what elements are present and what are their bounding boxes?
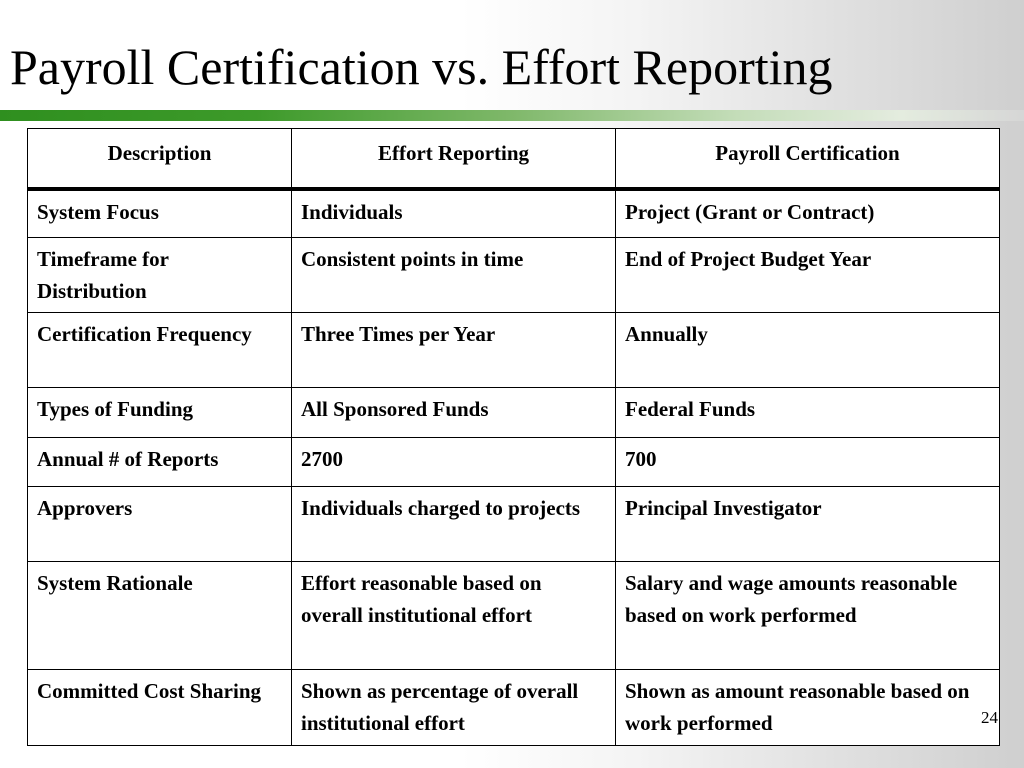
payroll-certification-cell: Federal Funds <box>616 388 1000 438</box>
row-label: Approvers <box>28 487 292 562</box>
row-label: Annual # of Reports <box>28 438 292 487</box>
effort-reporting-cell: Individuals <box>292 189 616 238</box>
table-row <box>28 313 1000 388</box>
page-number: 24 <box>981 708 998 727</box>
slide-title: Payroll Certification vs. Effort Reporting <box>10 39 833 95</box>
row-label: Types of Funding <box>28 388 292 438</box>
effort-reporting-cell: Individuals charged to projects <box>292 487 616 562</box>
title-underline-bar <box>0 110 1024 121</box>
table-row <box>28 670 1000 746</box>
row-label: Committed Cost Sharing <box>28 670 292 746</box>
effort-reporting-cell: 2700 <box>292 438 616 487</box>
row-label: Timeframe for Distribution <box>28 238 292 313</box>
comparison-table-container <box>27 128 999 745</box>
payroll-certification-cell: Shown as amount reasonable based on work performed <box>616 670 1000 746</box>
payroll-certification-cell: End of Project Budget Year <box>616 238 1000 313</box>
table-row <box>28 238 1000 313</box>
effort-reporting-cell: Consistent points in time <box>292 238 616 313</box>
row-label: Certification Frequency <box>28 313 292 388</box>
table-row <box>28 487 1000 562</box>
table-header-row <box>28 129 1000 189</box>
header-payroll-certification: Payroll Certification <box>616 129 1000 189</box>
effort-reporting-cell: All Sponsored Funds <box>292 388 616 438</box>
table-row <box>28 562 1000 670</box>
row-label: System Focus <box>28 189 292 238</box>
payroll-certification-cell: Annually <box>616 313 1000 388</box>
header-description: Description <box>28 129 292 189</box>
effort-reporting-cell: Three Times per Year <box>292 313 616 388</box>
payroll-certification-cell: Project (Grant or Contract) <box>616 189 1000 238</box>
comparison-table <box>27 128 1000 746</box>
table-row <box>28 189 1000 238</box>
table-row <box>28 438 1000 487</box>
effort-reporting-cell: Effort reasonable based on overall institutional effort <box>292 562 616 670</box>
payroll-certification-cell: 700 <box>616 438 1000 487</box>
payroll-certification-cell: Salary and wage amounts reasonable based on work performed <box>616 562 1000 670</box>
table-row <box>28 388 1000 438</box>
row-label: System Rationale <box>28 562 292 670</box>
effort-reporting-cell: Shown as percentage of overall institutional effort <box>292 670 616 746</box>
payroll-certification-cell: Principal Investigator <box>616 487 1000 562</box>
header-effort-reporting: Effort Reporting <box>292 129 616 189</box>
